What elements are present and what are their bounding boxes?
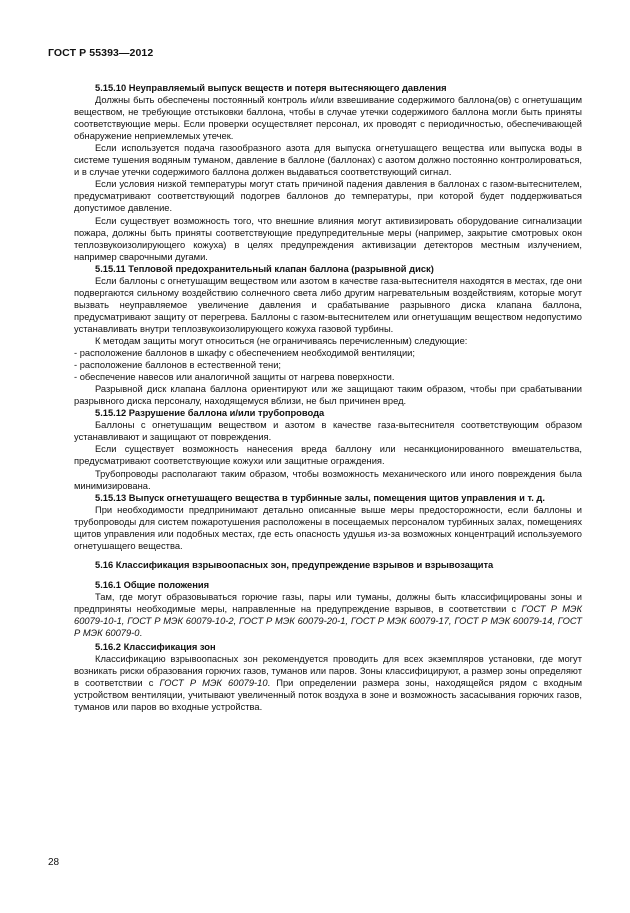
standard-references: ГОСТ Р МЭК 60079-10-1, ГОСТ Р МЭК 60079-10-2, ГОСТ Р МЭК 60079-20-1, ГОСТ Р МЭК 60079-17, ГОСТ Р МЭК 60079-14, ГОСТ Р МЭК 60079-0 xyxy=(74,603,582,639)
paragraph xyxy=(74,653,582,713)
paragraph: Если существует возможность нанесения вреда баллону или несанкционированного вмешательства, предусматривают соответствующие кожухи или защитные ограждения. xyxy=(74,444,582,467)
section-5-15-12-heading: 5.15.12 Разрушение баллона и/или трубопровода xyxy=(95,408,325,419)
paragraph: К методам защиты могут относиться (не ограничиваясь перечисленным) следующие: xyxy=(95,335,468,346)
list-item: - расположение баллонов в шкафу с обеспечением необходимой вентиляции; xyxy=(74,348,416,359)
list-item: - обеспечение навесов или аналогичной защиты от нагрева поверхности. xyxy=(74,372,395,383)
standard-reference: ГОСТ Р МЭК 60079-10 xyxy=(159,678,268,689)
paragraph: Должны быть обеспечены постоянный контроль и/или взвешивание содержимого баллона(ов) с огнетушащим веществом, не требующие отстыковки баллона, чтобы в случае утечки содержимого баллона могли быть приняты соответствующие меры. Если проверки осуществляет персонал, их проводят с периодичностью, обеспечивающей обнаружение неприемлемых утечек. xyxy=(74,95,582,142)
list-item: - расположение баллонов в естественной тени; xyxy=(74,360,282,371)
paragraph: При необходимости предпринимают детально описанные выше меры предосторожности, если баллоны и трубопроводы для систем пожаротушения расположены в посещаемых персоналом турбинных залах, помещениях щитов управления или подобных местах, где есть опасность удушья из-за возможных концентраций используемого огнетушащего вещества. xyxy=(74,504,582,551)
section-5-15-13-heading: 5.15.13 Выпуск огнетушащего вещества в турбинные залы, помещения щитов управления и т. д. xyxy=(95,492,545,503)
document-header: ГОСТ Р 55393—2012 xyxy=(48,47,154,59)
paragraph-text: Там, где могут образовываться горючие газы, пары или туманы, должны быть классифицированы зоны и предприняты необходимые меры, направленные на предупреждение взрывов, в соответствии с xyxy=(74,591,582,614)
page-number: 28 xyxy=(48,857,60,868)
paragraph-text: Классификацию взрывоопасных зон рекомендуется проводить для всех экземпляров установки, где могут возникать риски образования горючих газов, туманов или паров. Зоны классифицируют, а размер зоны определяют в соответствии с xyxy=(74,654,582,689)
paragraph: Если существует возможность того, что внешние влияния могут активизировать оборудование сигнализации пожара, должны быть приняты соответствующие предупредительные меры (например, закрытие смотровых окон теплозвукоизолирующего кожуха) в целях предупреждения активизации детекторов местным излучением, например сварочными дугами. xyxy=(74,215,582,262)
section-5-15-10-heading: 5.15.10 Неуправляемый выпуск веществ и потеря вытесняющего давления xyxy=(95,83,447,93)
paragraph: Если баллоны с огнетушащим веществом или азотом в качестве газа-вытеснителя находятся в местах, где они подвергаются сильному воздействию солнечного света либо другим нагревательным воздействиям, которые могут вызвать неуправляемое увеличение давления и срабатывание разрывного диска клапана баллона, предусматривают защиту от перегрева. Баллоны с газом-вытеснителем или огнетушащим веществом недопустимо устанавливать внутри теплозвукоизолирующего кожуха газовой турбины. xyxy=(74,275,582,334)
section-5-16-1-heading: 5.16.1 Общие положения xyxy=(95,579,210,590)
paragraph: Если условия низкой температуры могут стать причиной падения давления в баллонах с газом-вытеснителем, предусматривают соответствующий подогрев баллонов до температуры, при которой будет поддерживаться допустимое давление. xyxy=(74,179,582,214)
paragraph: Баллоны с огнетушащим веществом и азотом в качестве газа-вытеснителя соответствующим образом устанавливают и защищают от повреждения. xyxy=(74,420,582,443)
paragraph-text: . При определении размера зоны, находящейся рядом с входным устройством вентиляции, учитывают увеличенный поток воздуха в зоне и возможность засасывания горючих газов, туманов или паров во входные устройства. xyxy=(74,678,582,713)
section-5-16-heading: 5.16 Классификация взрывоопасных зон, предупреждение взрывов и взрывозащита xyxy=(95,559,494,570)
paragraph: Трубопроводы располагают таким образом, чтобы возможность механического или иного повреждения была минимизирована. xyxy=(74,468,582,491)
paragraph: Разрывной диск клапана баллона ориентируют или же защищают таким образом, чтобы при срабатывании разрывного диска персоналу, находящемуся вблизи, не был причинен вред. xyxy=(74,384,582,407)
document-body xyxy=(74,82,582,713)
section-5-16-2-heading: 5.16.2 Классификация зон xyxy=(95,642,216,653)
paragraph-end: . xyxy=(139,628,143,639)
section-5-15-11-heading: 5.15.11 Тепловой предохранительный клапан баллона (разрывной диск) xyxy=(95,263,434,274)
paragraph: Если используется подача газообразного азота для выпуска огнетушащего вещества или выпуска воды в системе тушения водяным туманом, давление в баллоне (баллонах) с азотом должно постоянно контролироваться, и в случае утечки содержимого баллона должен выдаваться соответствующий сигнал. xyxy=(74,143,582,178)
paragraph xyxy=(74,591,582,639)
